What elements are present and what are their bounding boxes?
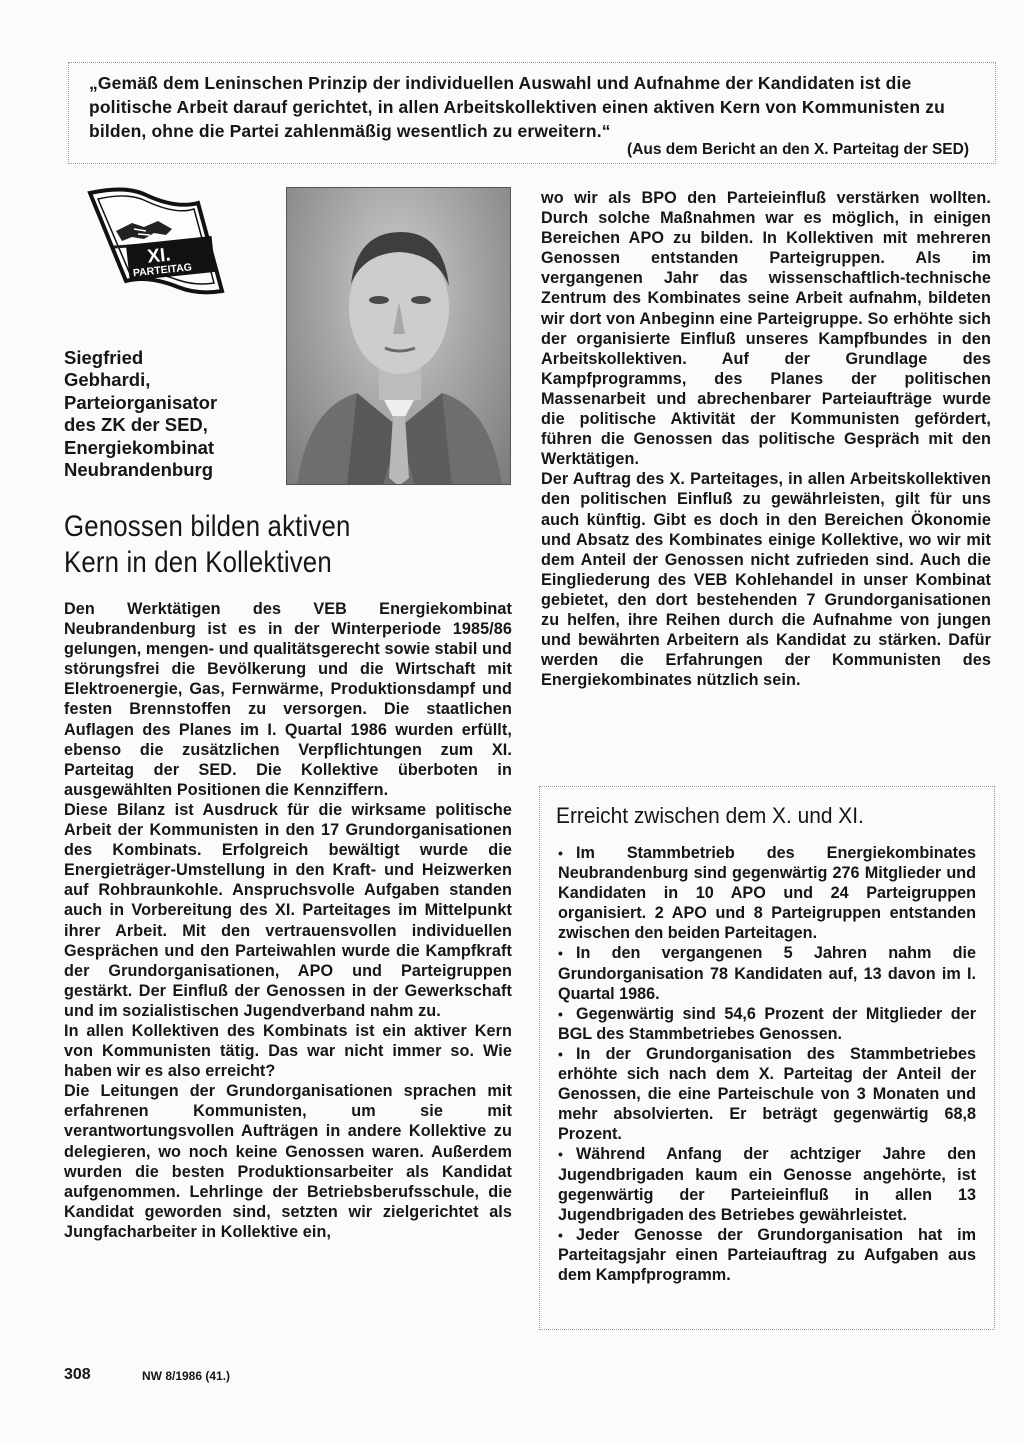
achievements-title: Erreicht zwischen dem X. und XI.: [556, 803, 864, 828]
body-column-left: [64, 599, 512, 1242]
list-item: [558, 1225, 976, 1285]
author-org-line2: Neubrandenburg: [64, 459, 214, 481]
headline-line1: Genossen bilden aktiven: [64, 510, 351, 543]
body-paragraph: Der Auftrag des X. Parteitages, in allen Arbeitskollektiven den politischen Einfluß zu gewährleisten, gilt für uns auch künftig. Gibt es doch in den Bereichen Ökonomie und Absatz des Kombinates einige Kollektive, wo wir mit dem Anteil der Genossen nicht zufrieden sind. Auch die Eingliederung des VEB Kohlehandel in unser Kombinat gebietet, den dort bestehenden 7 Grundorganisationen zu helfen, ihre Reihen durch die Aufnahme von jungen und bewährten Arbeitern als Kandidat zu stärken. Dafür werden die Erfahrungen der Kommunisten des Energiekombinates nützlich sein.: [541, 470, 991, 690]
issue-label: NW 8/1986 (41.): [142, 1369, 231, 1383]
logo-line1: XI.: [146, 244, 172, 268]
headline-line2: Kern in den Kollektiven: [64, 546, 332, 579]
achievements-box: [539, 786, 995, 1330]
list-item-text: Jeder Genosse der Grundorganisation hat im Parteitagsjahr einen Parteiauftrag zu Aufgaben aus dem Kampfprogramm.: [558, 1225, 976, 1284]
bullet-icon: •: [558, 1005, 563, 1022]
author-org-line1: Energiekombinat: [64, 436, 215, 458]
list-item: [558, 943, 976, 1003]
quote-text: „Gemäß dem Leninschen Prinzip der individuellen Auswahl und Aufnahme der Kandidaten ist die politische Arbeit darauf gerichtet, in allen Arbeitskollektiven einen aktiven Kern von Kommunisten zu bilden, ohne die Partei zahlenmäßig wesentlich zu erweitern.“: [89, 73, 945, 141]
list-item: [558, 1044, 976, 1144]
quote-source: (Aus dem Bericht an den X. Parteitag der SED): [627, 141, 969, 158]
list-item-text: Während Anfang der achtziger Jahre den Jugendbrigaden kaum ein Genosse angehörte, ist gegenwärtig der Parteieinfluß in allen 13 Jugendbrigaden des Betriebes gewährleistet.: [558, 1145, 976, 1224]
body-column-right: [541, 188, 991, 690]
body-paragraph: Den Werktätigen des VEB Energiekombinat Neubrandenburg ist es in der Winterperiode 1985/86 gelungen, mengen- und qualitätsgerecht sowie stabil und störungsfrei die Bevölkerung und die Wirtschaft mit Elektroenergie, Gas, Fernwärme, Produktionsdampf und festen Brennstoffen zu versorgen. Die staatlichen Auflagen des Planes im I. Quartal 1986 wurden erfüllt, ebenso die zusätzlichen Verpflichtungen zum XI. Parteitag der SED. Die Kollektive überboten in ausgewählten Positionen die Kennziffern.: [64, 600, 512, 799]
body-paragraph: Die Leitungen der Grundorganisationen sprachen mit erfahrenen Kommunisten, um sie mit verantwortungsvollen Aufträgen in andere Kollektive zu delegieren, wo noch keine Genossen waren. Außerdem wurden die besten Produktionsarbeiter als Kandidat aufgenommen. Lehrlinge der Betriebsberufsschule, die Kandidat geworden sind, setzten wir zielgerichtet als Jungfacharbeiter in Kollektive ein,: [64, 1082, 512, 1241]
list-item: [558, 1144, 976, 1224]
article-headline: [64, 509, 460, 581]
list-item: [558, 1004, 976, 1044]
author-role-line1: Parteiorganisator: [64, 391, 218, 413]
party-congress-flag-logo: [86, 183, 226, 299]
list-item-text: In der Grundorganisation des Stammbetriebes erhöhte sich nach dem X. Parteitag der Anteil der Genossen, die eine Parteischule von 3 Monaten und mehr absolvierten. Er beträgt gegenwärtig 68,8 Prozent.: [558, 1044, 976, 1144]
page-number: 308: [64, 1366, 91, 1383]
bullet-icon: •: [558, 945, 563, 962]
body-paragraph: wo wir als BPO den Parteieinfluß verstärken wollten. Durch solche Maßnahmen war es möglich, in einigen Bereichen APO zu bilden. In Kollektiven mit mehreren Genossen entstanden Parteigruppen. Als im vergangenen Jahr das wissenschaftlich-technische Zentrum des Kombinates seine Arbeit aufnahm, bildeten wir dort von Anbeginn eine Parteigruppe. So erhöhte sich der organisierte Einfluß unseres Kampfbundes in den Arbeitskollektiven. Auf der Grundlage des Kampfprogramms, des Planes der politischen Massenarbeit und abrechenbarer Parteiaufträge wurde die politische Aktivität der Kommunisten gefördert, führen die Genossen das politische Gespräch mit den Werktätigen.: [541, 189, 991, 469]
author-block: [64, 347, 284, 481]
bullet-icon: •: [558, 1045, 563, 1062]
bullet-icon: •: [558, 1226, 563, 1243]
quote-box: [68, 62, 996, 164]
achievements-list: [558, 843, 976, 1285]
list-item: [558, 843, 976, 943]
list-item-text: In den vergangenen 5 Jahren nahm die Grundorganisation 78 Kandidaten auf, 13 davon im I. Quartal 1986.: [558, 944, 976, 1003]
logo-line2: PARTEITAG: [132, 261, 193, 280]
portrait-photo: [286, 187, 511, 485]
body-paragraph: In allen Kollektiven des Kombinats ist ein aktiver Kern von Kommunisten tätig. Das war nicht immer so. Wie haben wir es also erreicht?: [64, 1021, 512, 1081]
bullet-icon: •: [558, 845, 563, 861]
author-last-name: Gebhardi,: [64, 369, 151, 391]
portrait-figure-icon: [287, 188, 511, 485]
list-item-text: Gegenwärtig sind 54,6 Prozent der Mitglieder der BGL des Stammbetriebes Genossen.: [558, 1004, 976, 1043]
author-first-name: Siegfried: [64, 347, 144, 368]
author-role-line2: des ZK der SED,: [64, 414, 208, 436]
bullet-icon: •: [558, 1146, 563, 1163]
body-paragraph: Diese Bilanz ist Ausdruck für die wirksame politische Arbeit der Kommunisten in den 17 Grundorganisationen des Kombinats. Erfolgreich bewältigt wurde die Energieträger-Umstellung in den Kraft- und Heizwerken auf Rohbraunkohle. Anspruchsvolle Aufgaben standen auch in Vorbereitung des XI. Parteitages im Mittelpunkt ihrer Arbeit. Mit den vertrauensvollen individuellen Gesprächen und den Parteiwahlen wurde die Kampfkraft der Grundorganisationen, APO und Parteigruppen gestärkt. Der Einfluß der Genossen in der Gewerkschaft und im sozialistischen Jugendverband nahm zu.: [64, 800, 512, 1020]
list-item-text: Im Stammbetrieb des Energiekombinates Neubrandenburg sind gegenwärtig 276 Mitglieder und Kandidaten in 10 APO und 24 Parteigruppen organisiert. 2 APO und 8 Parteigruppen entstanden zwischen den beiden Parteitagen.: [558, 844, 976, 943]
